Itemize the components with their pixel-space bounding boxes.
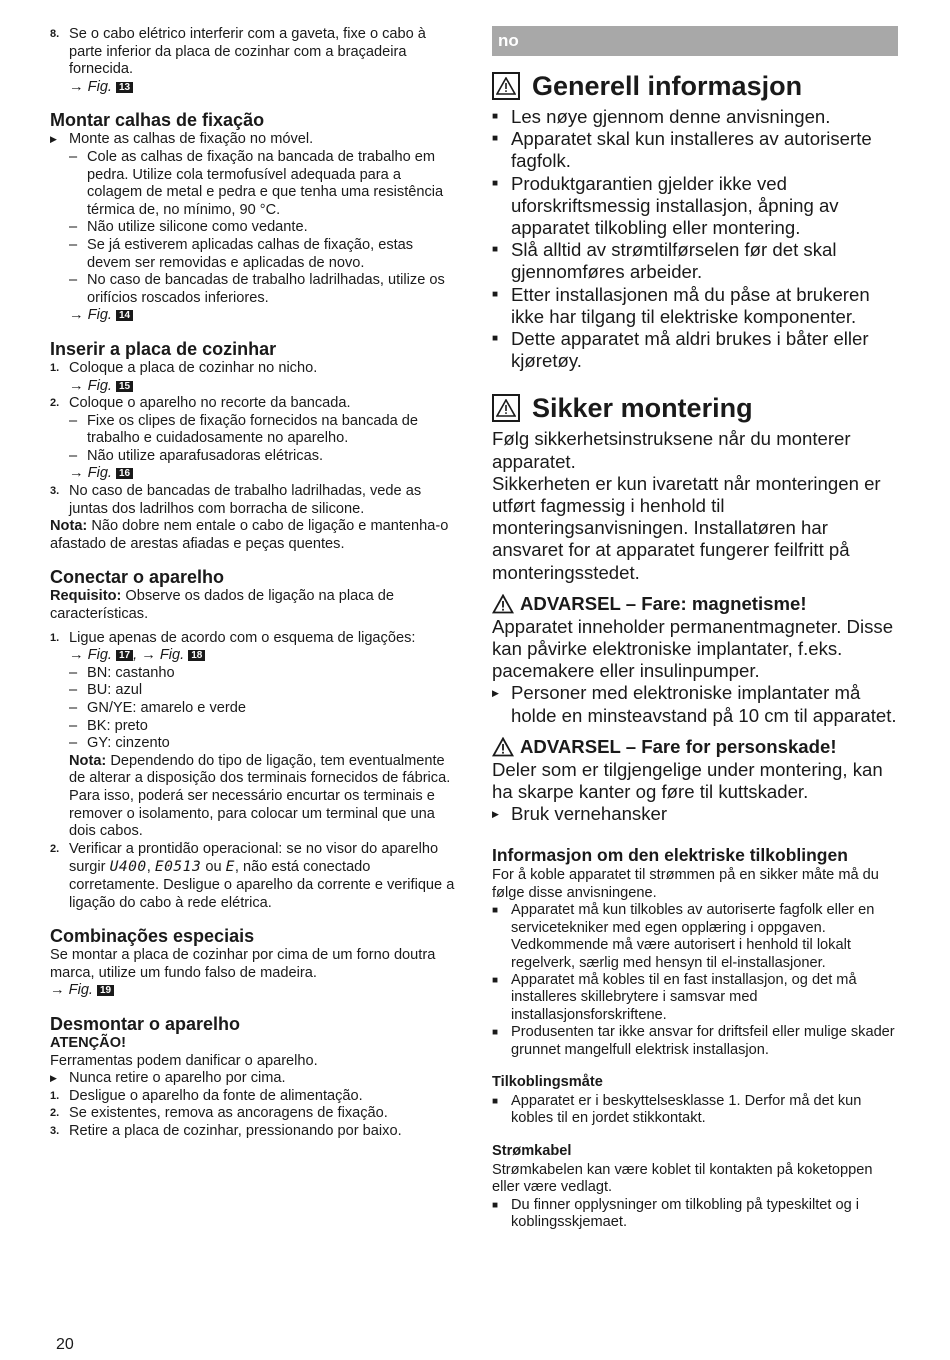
paragraph: Se montar a placa de cozinhar por cima de um forno doutra marca, utilize um fundo falso de madeira. (50, 947, 436, 981)
warning-triangle-icon (492, 737, 514, 757)
heading-sikker: Sikker montering (492, 392, 898, 424)
list-item: – Se já estiverem aplicadas calhas de fixação, estas devem ser removidas e aplicadas de novo. (69, 236, 414, 271)
step-3: 3. Retire a placa de cozinhar, pressionando por baixo. (50, 1122, 402, 1139)
wire-item: – GY: cinzento (69, 735, 170, 752)
left-column (50, 26, 460, 1140)
step-1: 1. Desligue o aparelho da fonte de alimentação. (50, 1087, 363, 1104)
step-2: 2. Se existentes, remova as ancoragens de fixação. (50, 1105, 388, 1122)
warning-heading: ADVARSEL – Fare: magnetisme! (492, 592, 898, 616)
step-1: 1. Ligue apenas de acordo com o esquema de ligações: (50, 629, 416, 646)
figure-ref: → Fig. 13 (50, 79, 460, 97)
display-code: E (225, 858, 235, 876)
paragraph: Følg sikkerhetsinstruksene når du monterer apparatet. (492, 428, 851, 472)
list-item: – Fixe os clipes de fixação fornecidos na bancada de trabalho e cuidadosamente no aparelho. (69, 412, 418, 447)
list-item: – Cole as calhas de fixação na bancada de trabalho em pedra. Utilize cola termofusível adequada para a colagem de metal e pedra e que tenha uma resistência térmica de, no mínimo, 90 °C. (69, 148, 444, 218)
heading-inserir-placa: Inserir a placa de cozinhar (50, 338, 277, 359)
warning-icon (492, 72, 520, 100)
warning-icon (492, 394, 520, 422)
paragraph: Ferramentas podem danificar o aparelho. (50, 1052, 318, 1069)
action-step: ▶ Personer med elektroniske implantater må holde en minsteavstand på 10 cm til apparatet. (492, 682, 897, 726)
list-item: – Não utilize silicone como vedante. (69, 219, 308, 236)
action-step: ▶ Nunca retire o aparelho por cima. (50, 1070, 286, 1087)
heading-elektriske: Informasjon om den elektriske tilkoblingen (492, 845, 848, 866)
list-item: – No caso de bancadas de trabalho ladrilhadas, utilize os orifícios roscados inferiores. (69, 272, 445, 306)
wire-item: – BN: castanho (69, 664, 175, 681)
action-step: ▶ Monte as calhas de fixação no móvel. (50, 131, 314, 148)
list-item: ■ Dette apparatet må aldri brukes i båter eller kjøretøy. (492, 328, 869, 372)
subheading-tilkoblingsmate: Tilkoblingsmåte (492, 1073, 603, 1090)
page-number: 20 (56, 1336, 74, 1353)
display-code: E0513 (154, 858, 202, 876)
heading-montar-calhas: Montar calhas de fixação (50, 110, 265, 131)
note: Nota: Dependendo do tipo de ligação, tem eventualmente de alterar a disposição dos terminais fornecidos de fábrica. Para isso, poderá ser necessário encurtar os terminais e remover o isolamento, para colocar um terminal que una dois cabos. (69, 752, 451, 840)
list-item: ■ Slå alltid av strømtilførselen før det skal gjennomføres arbeider. (492, 239, 837, 283)
right-column (492, 26, 898, 1231)
paragraph: Strømkabelen kan være koblet til kontakten på koketoppen eller være vedlagt. (492, 1161, 873, 1196)
list-item: ■ Du finner opplysninger om tilkobling på typeskiltet og i koblingsskjemaet. (492, 1196, 860, 1230)
list-item: ■ Les nøye gjennom denne anvisningen. (492, 106, 831, 127)
step-1: 1. Coloque a placa de cozinhar no nicho. (50, 359, 318, 376)
step-2: 2. Coloque o aparelho no recorte da bancada. (50, 395, 351, 412)
figure-ref: → Fig. 15 (50, 378, 460, 396)
language-bar: no (492, 26, 898, 56)
list-item: ■ Apparatet er i beskyttelsesklasse 1. Derfor må det kun kobles til en jordet stikkontakt. (492, 1092, 862, 1127)
paragraph: Apparatet inneholder permanentmagneter. Disse kan påvirke elektroniske implantater, f.eks. pacemakere eller insulinpumper. (492, 615, 894, 682)
wire-item: – BU: azul (69, 682, 143, 699)
wire-item: – GN/YE: amarelo e verde (69, 700, 246, 716)
list-item: ■ Apparatet skal kun installeres av autoriserte fagfolk. (492, 128, 872, 172)
list-item: ■ Produsenten tar ikke ansvar for driftsfeil eller mulige skader grunnet mangelfull elektrisk installasjon. (492, 1024, 895, 1058)
list-item: ■ Apparatet må kobles til en fast installasjon, og det må installeres skillebrytere i samsvar med installasjonsforskriftene. (492, 971, 857, 1023)
warning-heading: ADVARSEL – Fare for personskade! (492, 735, 898, 759)
attention-label: ATENÇÃO! (50, 1034, 126, 1051)
paragraph: For å koble apparatet til strømmen på en sikker måte må du følge disse anvisningene. (492, 867, 879, 901)
step-2: 2. Verificar a prontidão operacional: se no visor do aparelho surgir U400, E0513 ou E, não está conectado corretamente. Desligue o aparelho da corrente e verifique a ligação do cabo à rede elétrica. (50, 840, 455, 911)
action-step: ▶ Bruk vernehansker (492, 803, 668, 825)
list-item: ■ Etter installasjonen må du påse at brukeren ikke har tilgang til elektriske komponenter. (492, 283, 870, 327)
step-8: 8. Se o cabo elétrico interferir com a gaveta, fixe o cabo à parte inferior da placa de cozinhar com a braçadeira fornecida. (50, 26, 426, 78)
requirement: Requisito: Observe os dados de ligação na placa de características. (50, 588, 394, 623)
list-item: ■ Produktgarantien gjelder ikke ved uforskriftsmessig installasjon, åpning av apparatet tilkobling eller montering. (492, 172, 839, 239)
subheading-stromkabel: Strømkabel (492, 1142, 572, 1159)
step-3: 3. No caso de bancadas de trabalho ladrilhadas, vede as juntas dos ladrilhos com borracha de silicone. (50, 483, 422, 517)
figure-ref: → Fig. 16 (50, 465, 460, 483)
figure-ref: → Fig. 17 , → Fig. 18 (50, 647, 460, 665)
note: Nota: Não dobre nem entale o cabo de ligação e mantenha-o afastado de arestas afiadas e peças quentes. (50, 518, 449, 552)
wire-item: – BK: preto (69, 717, 148, 734)
warning-triangle-icon (492, 594, 514, 614)
heading-conectar: Conectar o aparelho (50, 567, 225, 588)
paragraph: Sikkerheten er kun ivaretatt når monteringen er utført fagmessig i henhold til monteringsanvisningen. Installatøren har ansvaret for at apparatet fungerer feilfritt på monteringsstedet. (492, 472, 881, 583)
list-item: ■ Apparatet må kun tilkobles av autoriserte fagfolk eller en servicetekniker med egen opplæring i oppgaven. Vedkommende må være autorisert i henhold til lokalt regelverk, særlig med hensyn til el-installasjoner. (492, 902, 875, 971)
heading-desmontar: Desmontar o aparelho (50, 1013, 241, 1034)
heading-combinacoes: Combinações especiais (50, 926, 255, 947)
display-code: U400 (109, 858, 147, 876)
heading-generell: Generell informasjon (492, 70, 898, 102)
figure-ref: → Fig. 19 (50, 982, 460, 1000)
figure-ref: → Fig. 14 (50, 307, 460, 325)
list-item: – Não utilize aparafusadoras elétricas. (69, 447, 324, 464)
paragraph: Deler som er tilgjengelige under montering, kan ha skarpe kanter og føre til kuttskader. (492, 758, 883, 803)
